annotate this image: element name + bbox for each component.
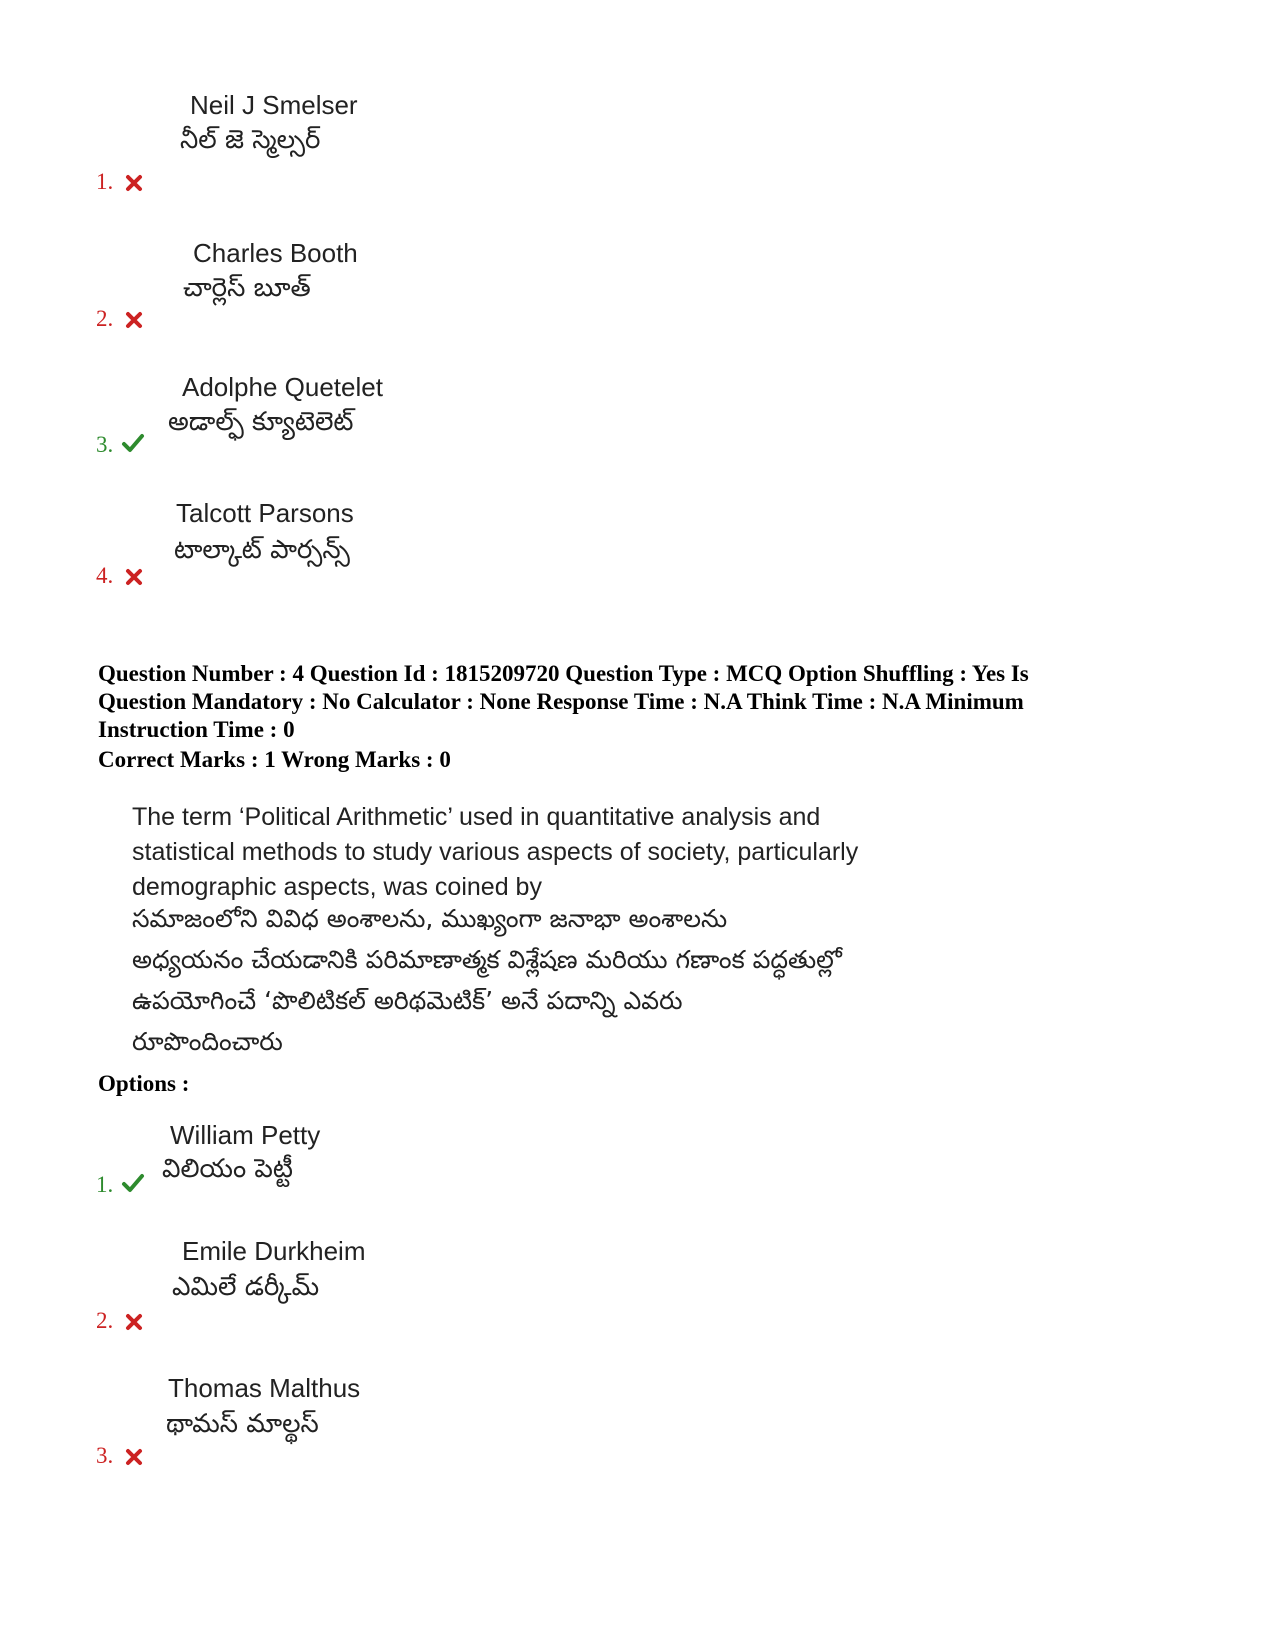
question-text-line: రూపొందించారు (132, 1027, 283, 1056)
option-telugu: అడాల్ఫ్ క్యూటెలెట్ (168, 407, 354, 437)
option-telugu: విలియం పెట్టీ (162, 1154, 293, 1184)
options-label: Options : (98, 1071, 190, 1096)
option-telugu: థామస్ మాల్థస్ (166, 1409, 319, 1439)
option-english: Charles Booth (193, 238, 358, 268)
question-text-line: The term ‘Political Arithmetic’ used in quantitative analysis and (132, 803, 821, 831)
question-text-line: సమాజంలోని వివిధ అంశాలను, ముఖ్యంగా జనాభా అంశాలను (132, 904, 728, 933)
option-number: 3. (96, 1443, 114, 1468)
option-number: 1. (96, 1172, 114, 1197)
question-text-english (132, 800, 858, 905)
question-meta-line: Instruction Time : 0 (98, 717, 295, 742)
question-text-telugu (132, 898, 842, 1062)
question-meta (98, 660, 1138, 744)
option-telugu: ఎమిలే డర్కీమ్ (172, 1272, 320, 1302)
option-english: Talcott Parsons (176, 498, 354, 528)
option-english: Neil J Smelser (190, 90, 358, 120)
option-number: 2. (96, 1308, 114, 1333)
option-number: 2. (96, 306, 114, 331)
option-english: Emile Durkheim (182, 1236, 366, 1266)
question-text-line: demographic aspects, was coined by (132, 873, 542, 901)
option-telugu: చార్లెస్ బూత్ (183, 273, 311, 303)
cross-icon (124, 567, 144, 587)
cross-icon (124, 1312, 144, 1332)
option-english: William Petty (170, 1120, 321, 1150)
option-english: Adolphe Quetelet (182, 372, 383, 402)
question-meta-line: Question Number : 4 Question Id : 1815209720 Question Type : MCQ Option Shuffling : Yes Is (98, 661, 1029, 686)
question-meta-line: Question Mandatory : No Calculator : None Response Time : N.A Think Time : N.A Minimum (98, 689, 1024, 714)
option-telugu: టాల్కాట్ పార్సన్స్ (174, 535, 350, 565)
option-english: Thomas Malthus (168, 1373, 361, 1403)
question-text-line: అధ్యయనం చేయడానికి పరిమాణాత్మక విశ్లేషణ మరియు గణాంక పద్ధతుల్లో (132, 945, 842, 974)
cross-icon (124, 310, 144, 330)
option-number: 1. (96, 169, 114, 194)
cross-icon (124, 1447, 144, 1467)
cross-icon (124, 173, 144, 193)
check-icon (121, 1172, 145, 1194)
option-number: 4. (96, 563, 114, 588)
question-text-line: statistical methods to study various aspects of society, particularly (132, 838, 859, 866)
option-telugu: నీల్ జె స్మెల్సర్ (180, 125, 321, 155)
option-number: 3. (96, 432, 114, 457)
question-text-line: ఉపయోగించే ‘పొలిటికల్ అరిథమెటిక్’ అనే పదాన్ని ఎవరు (132, 986, 683, 1015)
question-marks: Correct Marks : 1 Wrong Marks : 0 (98, 747, 451, 772)
check-icon (121, 432, 145, 454)
